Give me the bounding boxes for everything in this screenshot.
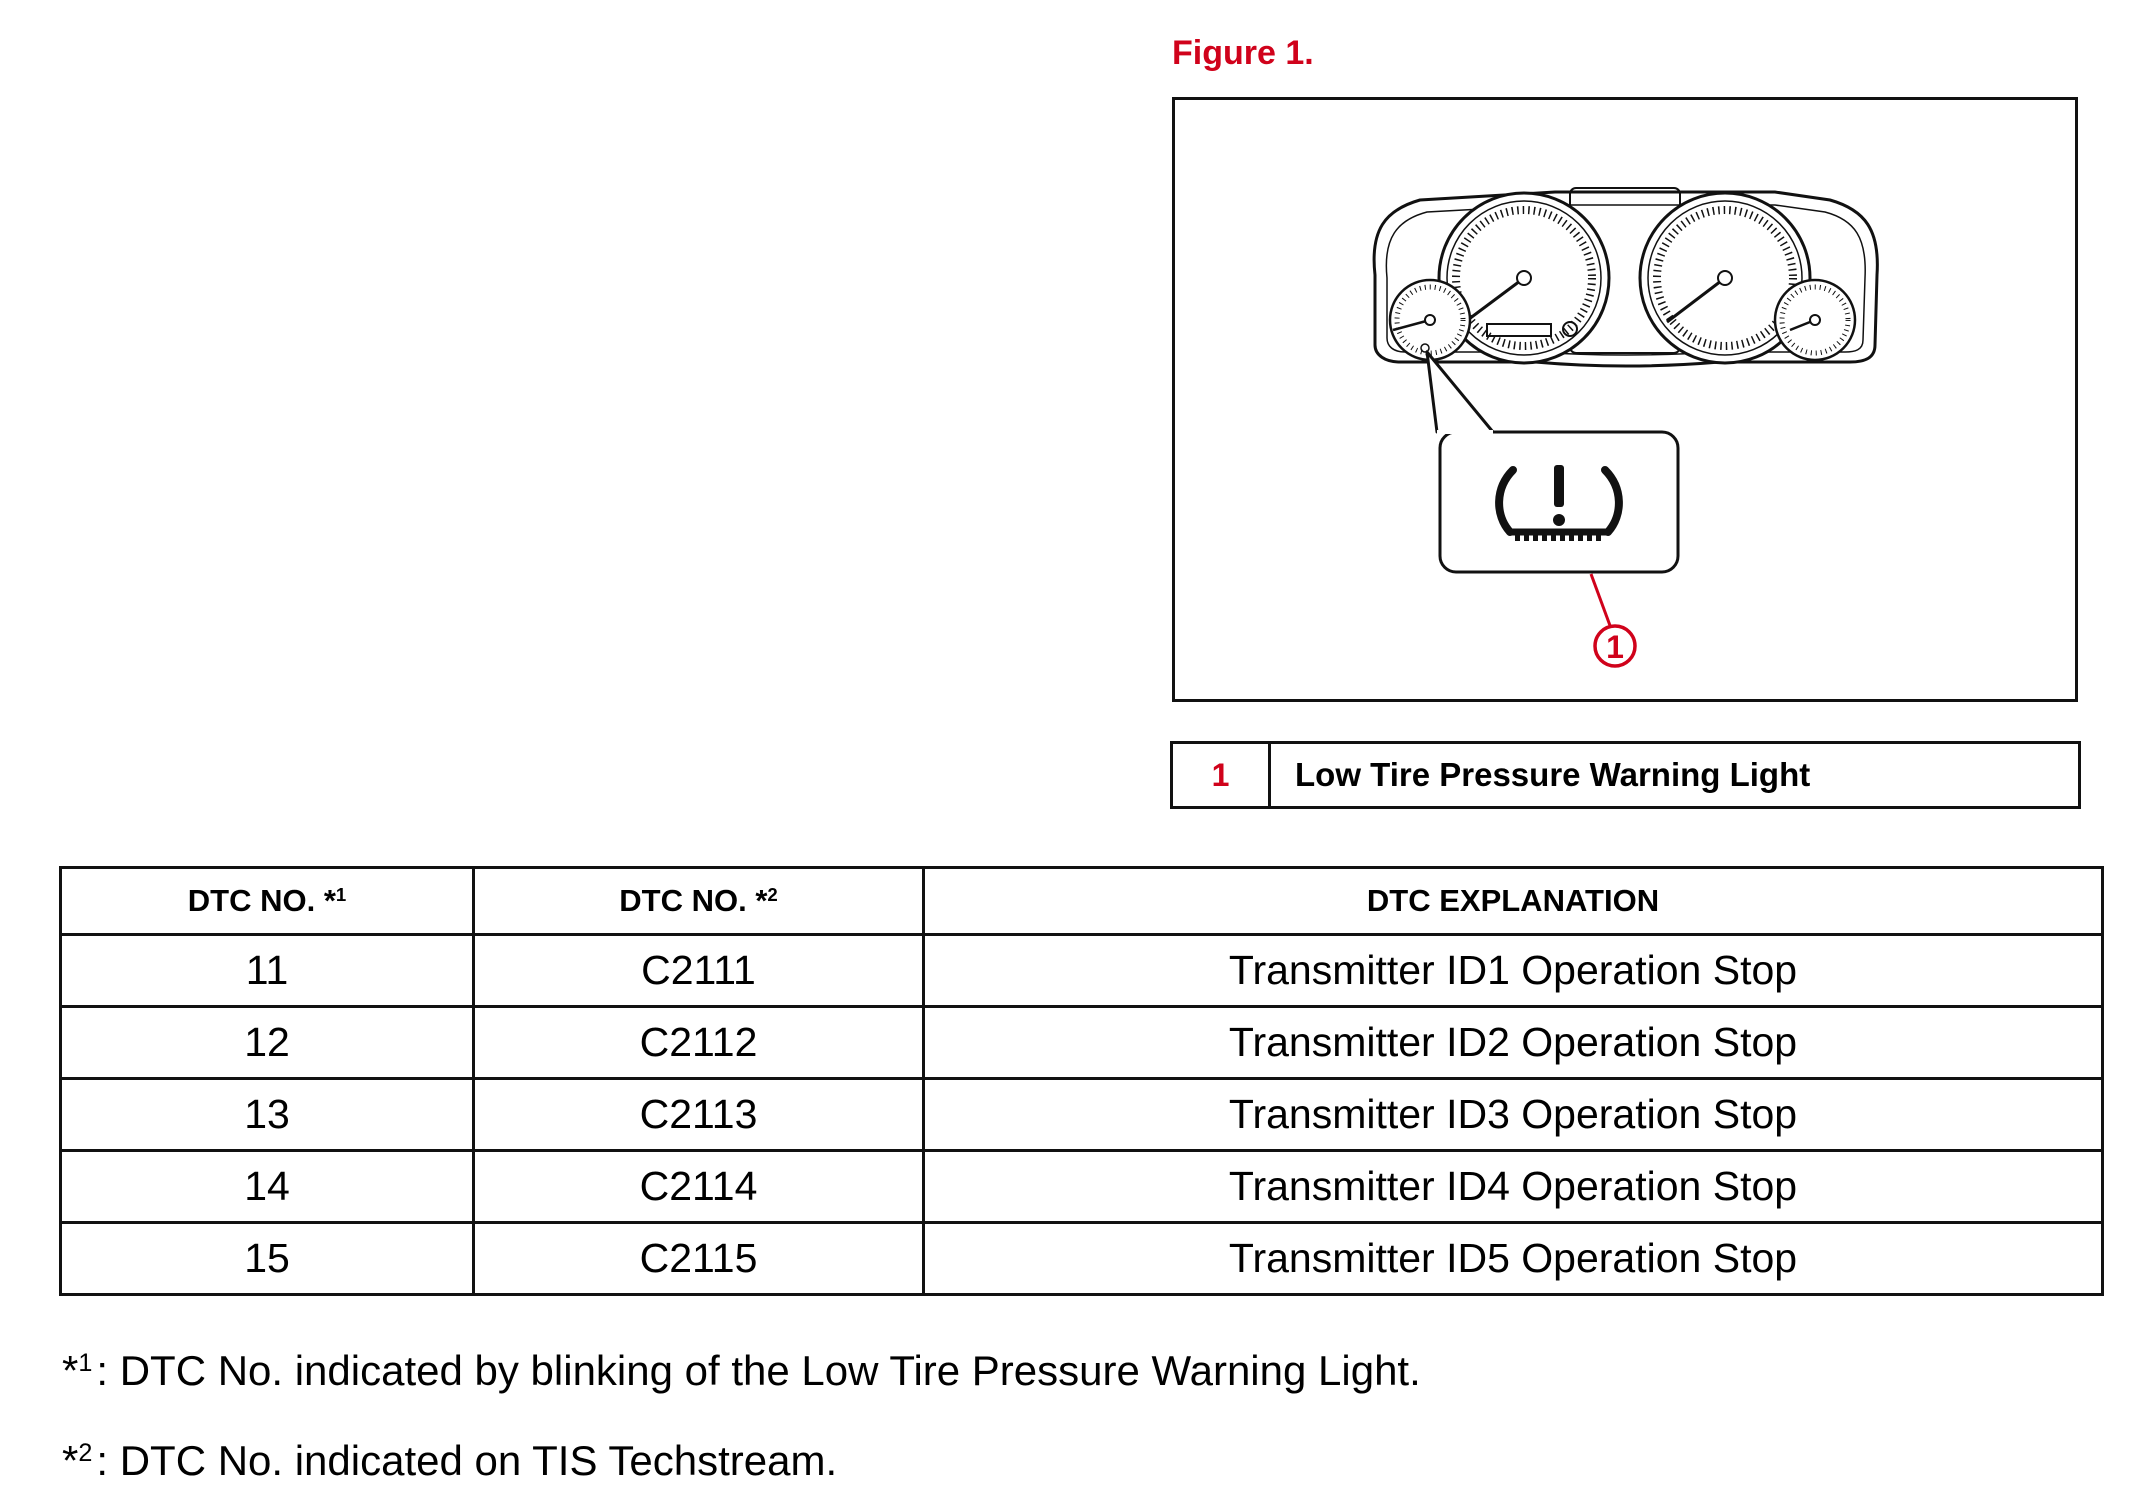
instrument-cluster-illustration (1175, 100, 2075, 699)
footnote-text: : DTC No. indicated on TIS Techstream. (96, 1437, 838, 1484)
figure-illustration (1172, 97, 2078, 702)
table-row (61, 935, 2103, 1007)
dtc-techstream-code: C2113 (474, 1079, 924, 1151)
dtc-table (59, 866, 2104, 1296)
header-dtc-explanation: DTC EXPLANATION (924, 868, 2103, 935)
table-row (61, 1007, 2103, 1079)
dtc-explanation: Transmitter ID3 Operation Stop (924, 1079, 2103, 1151)
footnote-star: * (62, 1437, 79, 1484)
figure-title: Figure 1. (1172, 34, 1314, 72)
header-dtc-no-2: DTC NO. *$^2$ (474, 868, 924, 935)
dtc-explanation: Transmitter ID4 Operation Stop (924, 1151, 2103, 1223)
table-row (61, 1151, 2103, 1223)
footnote-mark: 1 (78, 1349, 93, 1378)
footnote-mark: 2 (78, 1439, 93, 1468)
dtc-explanation: Transmitter ID2 Operation Stop (924, 1007, 2103, 1079)
figure-legend (1170, 741, 2081, 809)
table-row (61, 1079, 2103, 1151)
footnote-text: : DTC No. indicated by blinking of the Low Tire Pressure Warning Light. (96, 1347, 1421, 1394)
dtc-blink-code: 14 (61, 1151, 474, 1223)
legend-number: 1 (1173, 744, 1271, 806)
dtc-blink-code: 12 (61, 1007, 474, 1079)
footnote-2 (62, 1437, 837, 1485)
callout-number: 1 (1606, 629, 1624, 665)
table-row (61, 1223, 2103, 1295)
dtc-blink-code: 13 (61, 1079, 474, 1151)
legend-label: Low Tire Pressure Warning Light (1295, 756, 1811, 793)
dtc-techstream-code: C2115 (474, 1223, 924, 1295)
dtc-blink-code: 15 (61, 1223, 474, 1295)
dtc-explanation: Transmitter ID5 Operation Stop (924, 1223, 2103, 1295)
header-dtc-no-1: DTC NO. *$^1$ (61, 868, 474, 935)
footnote-1 (62, 1347, 1421, 1395)
dtc-techstream-code: C2112 (474, 1007, 924, 1079)
table-header-row (61, 868, 2103, 935)
dtc-explanation: Transmitter ID1 Operation Stop (924, 935, 2103, 1007)
dtc-techstream-code: C2111 (474, 935, 924, 1007)
dtc-techstream-code: C2114 (474, 1151, 924, 1223)
footnote-star: * (62, 1347, 79, 1394)
dtc-blink-code: 11 (61, 935, 474, 1007)
